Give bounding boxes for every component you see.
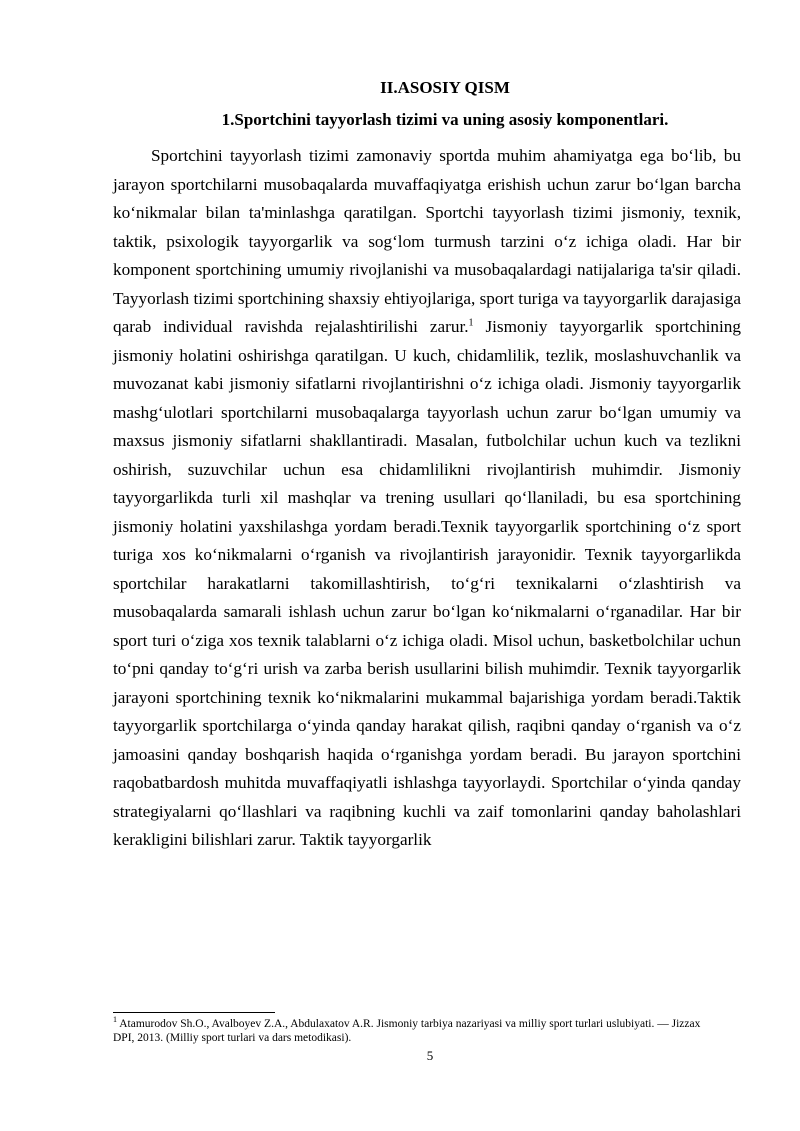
footnote-separator <box>113 1012 275 1013</box>
footnote <box>113 1017 713 1045</box>
footnote-marker: 1 <box>113 1015 117 1025</box>
footnote-text: Atamurodov Sh.O., Avalboyev Z.A., Abdulaxatov A.R. Jismoniy tarbiya nazariyasi va milliy sport turlari uslubiyati. — Jizzax DPI, 2013. (Milliy sport turlari va dars metodikasi). <box>113 1018 701 1044</box>
footnote-reference: 1 <box>468 317 474 329</box>
page-number: 5 <box>426 1048 434 1063</box>
subsection-title: 1.Sportchini tayyorlash tizimi va uning asosiy komponentlari. <box>221 110 669 129</box>
section-title: II.ASOSIY QISM <box>380 78 510 97</box>
body-paragraph <box>113 142 741 855</box>
body-text-part-2: Jismoniy tayyorgarlik sportchining jismoniy holatini oshirishga qaratilgan. U kuch, chidamlilik, tezlik, moslashuvchanlik va muvozanat kabi jismoniy sifatlarni rivojlantirishni o‘z ichiga oladi. Jismoniy tayyorgarlik mashg‘ulotlari sportchilarni musobaqalarga tayyorlash uchun zarur bo‘lgan umumiy va maxsus jismoniy sifatlarni shakllantiradi. Masalan, futbolchilar uchun kuch va tezlikni oshirish, suzuvchilar uchun esa chidamlilikni rivojlantirish muhimdir. Jismoniy tayyorgarlikda turli xil mashqlar va trening usullari qo‘llaniladi, bu esa sportchining jismoniy holatini yaxshilashga yordam beradi.Texnik tayyorgarlik sportchining o‘z sport turiga xos ko‘nikmalarni o‘rganish va rivojlantirish jarayonidir. Texnik tayyorgarlikda sportchilar harakatlarni takomillashtirish, to‘g‘ri texnikalarni o‘zlashtirish va musobaqalarda samarali ishlash uchun zarur bo‘lgan ko‘nikmalarni o‘rganadilar. Har bir sport turi o‘ziga xos texnik talablarni o‘z ichiga oladi. Misol uchun, basketbolchilar uchun to‘pni qanday to‘g‘ri urish va zarba berish usullarini bilish muhimdir. Texnik tayyorgarlik jarayoni sportchining texnik ko‘nikmalarini mukammal bajarishiga yordam beradi.Taktik tayyorgarlik sportchilarga o‘yinda qanday harakat qilish, raqibni qanday o‘rganish va o‘z jamoasini qanday boshqarish haqida o‘rganishga yordam beradi. Bu jarayon sportchini raqobatbardosh muhitda muvaffaqiyatli ishlashga tayyorlaydi. Sportchilar o‘yinda qanday strategiyalarni qo‘llashlari va raqibning kuchli va zaif tomonlarini qanday baholashlari kerakligini bilishlari zarur. Taktik tayyorgarlik <box>113 317 741 849</box>
body-text-part-1: Sportchini tayyorlash tizimi zamonaviy sportda muhim ahamiyatga ega bo‘lib, bu jarayon sportchilarni musobaqalarda muvaffaqiyatga erishish uchun zarur bo‘lgan barcha ko‘nikmalar bilan ta'minlashga qaratilgan. Sportchi tayyorlash tizimi jismoniy, texnik, taktik, psixologik tayyorgarlik va sog‘lom turmush tarzini o‘z ichiga oladi. Har bir komponent sportchining umumiy rivojlanishi va musobaqalardagi natijalariga ta'sir qiladi. Tayyorlash tizimi sportchining shaxsiy ehtiyojlariga, sport turiga va tayyorgarlik darajasiga qarab individual ravishda rejalashtirilishi zarur. <box>113 146 741 336</box>
